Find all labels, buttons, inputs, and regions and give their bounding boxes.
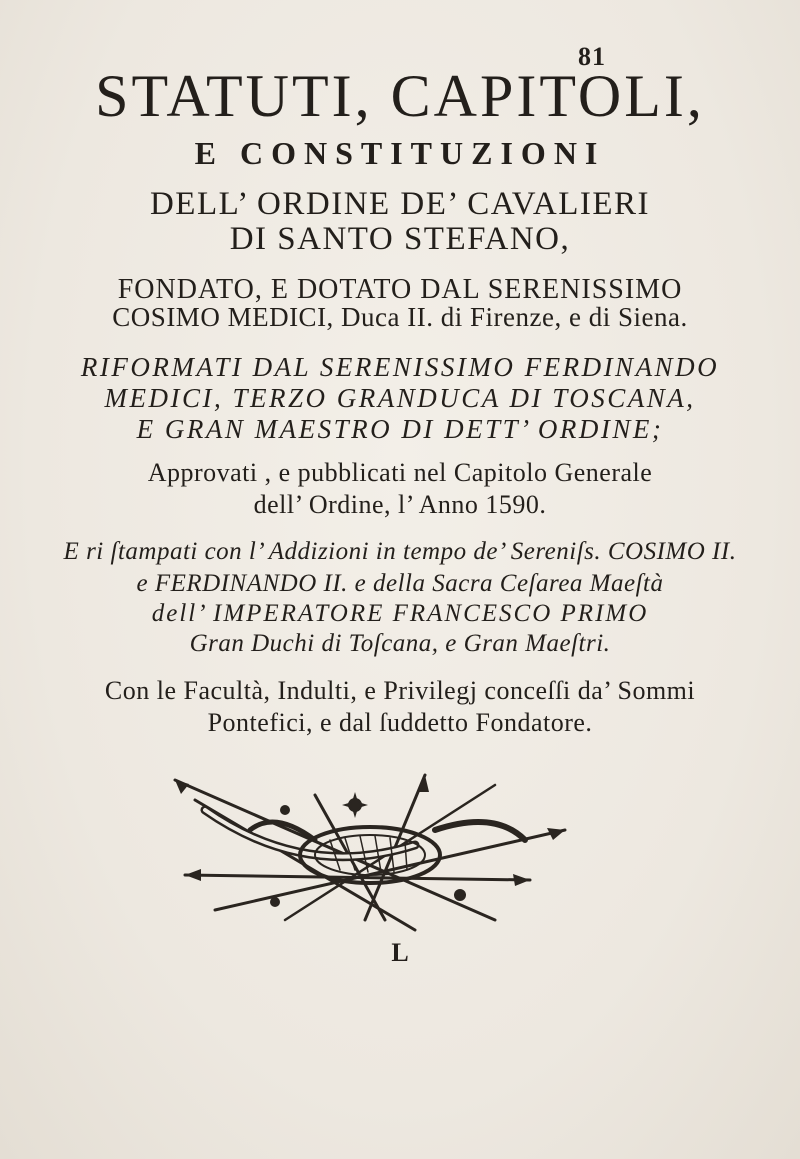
page-number: 81: [578, 42, 606, 71]
title-main: STATUTI, CAPITOLI,: [95, 63, 705, 129]
title-subtitle: E CONSTITUZIONI: [194, 135, 606, 171]
reprint-line-4: Gran Duchi di Toſcana, e Gran Maeſtri.: [189, 630, 611, 657]
trophy-of-arms-woodcut-icon: [165, 770, 585, 940]
reform-line-2: MEDICI, TERZO GRANDUCA DI TOSCANA,: [104, 383, 696, 413]
reprint-line-1: E ri ſtampati con l’ Addizioni in tempo de’ Sereniſs. COSIMO II.: [63, 538, 737, 565]
approval-line-2: dell’ Ordine, l’ Anno 1590.: [253, 490, 547, 519]
privileges-line-1: Con le Facultà, Indulti, e Privilegj conceſſi da’ Sommi: [104, 676, 696, 705]
privileges-line-2: Pontefici, e dal ſuddetto Fondatore.: [207, 708, 593, 737]
reprint-line-2: e FERDINANDO II. e della Sacra Ceſarea Maeſtà: [136, 570, 664, 597]
title-saint-line: DI SANTO STEFANO,: [229, 221, 571, 257]
signature-mark: L: [391, 938, 409, 967]
reprint-line-3: dell’ IMPERATORE FRANCESCO PRIMO: [151, 600, 649, 627]
reform-line-3: E GRAN MAESTRO DI DETT’ ORDINE;: [136, 414, 664, 444]
approval-line-1: Approvati , e pubblicati nel Capitolo Generale: [147, 458, 653, 487]
founder-line-2: COSIMO MEDICI, Duca II. di Firenze, e di Siena.: [112, 302, 688, 332]
founder-line-1: FONDATO, E DOTATO DAL SERENISSIMO: [117, 274, 683, 305]
reform-line-1: RIFORMATI DAL SERENISSIMO FERDINANDO: [80, 352, 720, 382]
title-order-line: DELL’ ORDINE DE’ CAVALIERI: [149, 186, 651, 222]
